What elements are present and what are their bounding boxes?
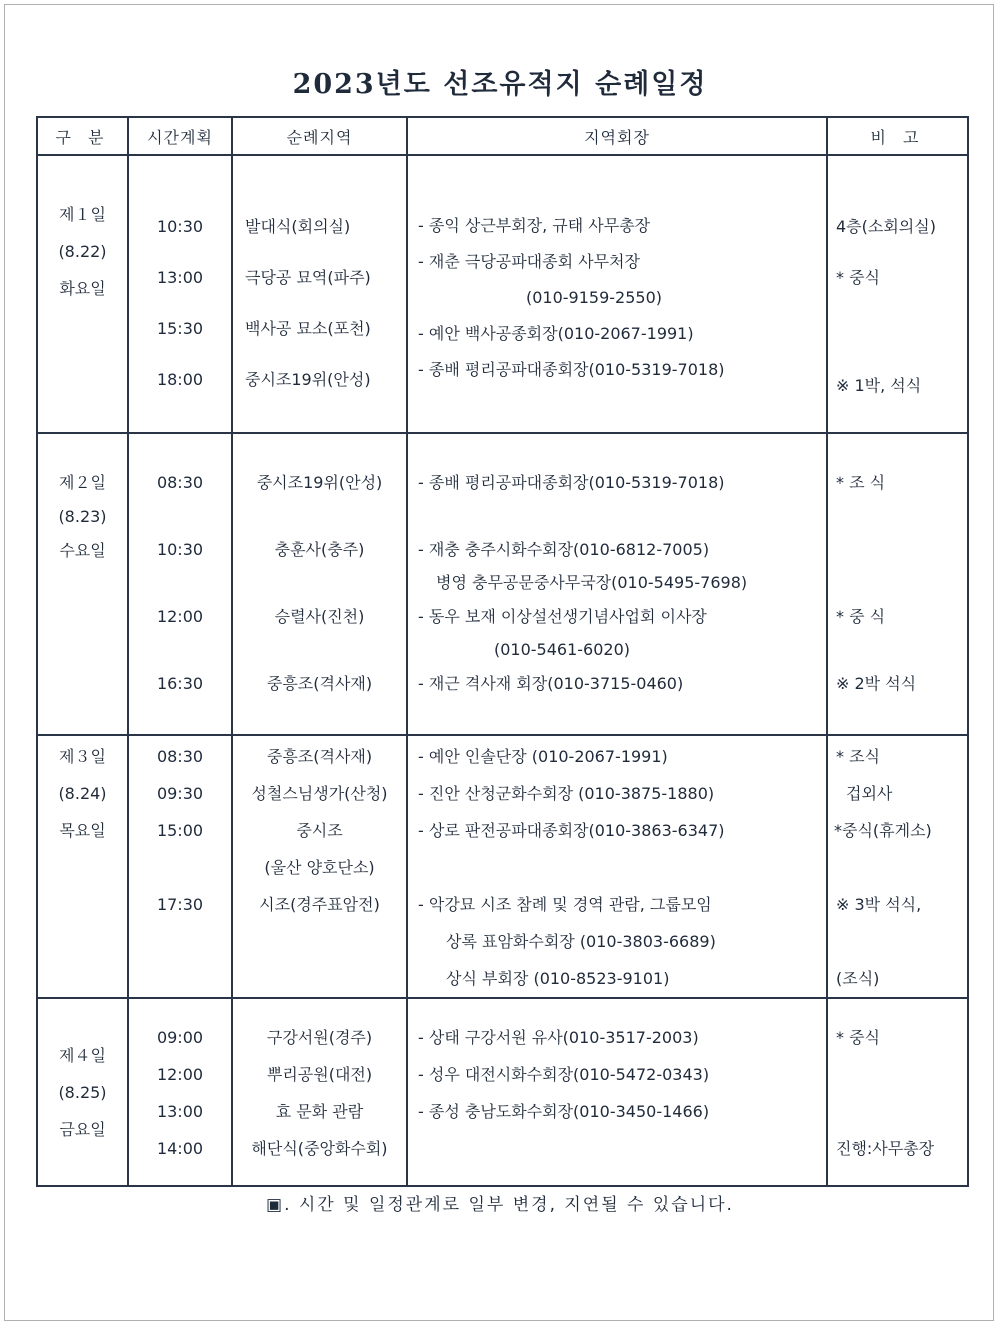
note-entry: * 중식 bbox=[836, 268, 880, 287]
time-entry: 12:00 bbox=[156, 607, 204, 626]
time-entry: 16:30 bbox=[156, 674, 204, 693]
note-entry bbox=[828, 1056, 967, 1093]
region-cell bbox=[407, 433, 827, 735]
place-cell bbox=[232, 998, 407, 1186]
place-entry: 해단식(중앙화수회) bbox=[251, 1139, 388, 1158]
region-entry: - 동우 보재 이상설선생기념사업회 이사장 bbox=[418, 607, 707, 626]
note-entry: 겁외사 bbox=[846, 784, 893, 803]
region-entry: - 악강묘 시조 참례 및 경역 관람, 그룹모임 bbox=[418, 895, 712, 914]
time-entry: 17:30 bbox=[156, 895, 204, 914]
day-label-cell bbox=[37, 433, 128, 735]
place-entry: 승렬사(진천) bbox=[274, 607, 365, 626]
day-number: 제１일 bbox=[59, 205, 106, 224]
note-entry: ※ 3박 석식, bbox=[836, 895, 922, 914]
note-entry: *중식(휴게소) bbox=[834, 821, 932, 840]
page-title: 2023년도 선조유적지 순례일정 bbox=[292, 69, 708, 100]
note-entry: ※ 2박 석식 bbox=[836, 674, 917, 693]
note-entry bbox=[828, 1093, 967, 1130]
time-entry: 14:00 bbox=[156, 1139, 204, 1158]
time-cell bbox=[128, 735, 232, 998]
time-cell bbox=[128, 998, 232, 1186]
note-entry bbox=[828, 849, 967, 886]
time-entry: 13:00 bbox=[156, 268, 204, 287]
place-cell bbox=[232, 735, 407, 998]
place-entry: 중시조19위(안성) bbox=[245, 370, 371, 389]
header-row bbox=[37, 117, 968, 155]
place-entry: 성철스님생가(산청) bbox=[251, 784, 388, 803]
day-date: (8.23) bbox=[58, 507, 107, 526]
time-entry: 12:00 bbox=[156, 1065, 204, 1084]
place-entry: (울산 양호단소) bbox=[264, 858, 375, 877]
time-entry: 13:00 bbox=[156, 1102, 204, 1121]
region-entry: - 종배 평리공파대종회장(010-5319-7018) bbox=[418, 473, 725, 492]
time-entry: 08:30 bbox=[156, 473, 204, 492]
time-entry: 18:00 bbox=[156, 370, 204, 389]
place-entry: 구강서원(경주) bbox=[266, 1028, 373, 1047]
time-cell bbox=[128, 155, 232, 433]
region-entry: 상식 부회장 (010-8523-9101) bbox=[446, 969, 670, 988]
note-entry: 4층(소회의실) bbox=[836, 217, 936, 236]
header-region: 지역회장 bbox=[407, 117, 827, 155]
place-entry: 중시조 bbox=[296, 821, 343, 840]
day-number: 제４일 bbox=[59, 1046, 106, 1065]
footer-note: ▣. 시간 및 일정관계로 일부 변경, 지연될 수 있습니다. bbox=[266, 1195, 734, 1215]
note-entry bbox=[828, 923, 967, 960]
place-entry: 중흥조(격사재) bbox=[266, 747, 373, 766]
note-cell bbox=[827, 998, 968, 1186]
header-note: 비 고 bbox=[827, 117, 968, 155]
region-entry: - 상태 구강서원 유사(010-3517-2003) bbox=[418, 1028, 699, 1047]
day-label-cell bbox=[37, 735, 128, 998]
region-cell bbox=[407, 735, 827, 998]
time-entry bbox=[129, 849, 231, 886]
note-entry: * 중 식 bbox=[836, 607, 886, 626]
place-cell bbox=[232, 155, 407, 433]
day-weekday: 화요일 bbox=[59, 279, 106, 298]
note-entry: * 조식 bbox=[836, 747, 880, 766]
note-entry: * 조 식 bbox=[836, 473, 886, 492]
region-cell bbox=[407, 155, 827, 433]
region-entry: (010-9159-2550) bbox=[526, 288, 663, 307]
day-row-4 bbox=[37, 998, 968, 1186]
place-entry: 중시조19위(안성) bbox=[256, 473, 383, 492]
time-cell bbox=[128, 433, 232, 735]
place-entry: 효 문화 관람 bbox=[275, 1102, 364, 1121]
region-entry: - 재충 충주시화수회장(010-6812-7005) bbox=[418, 540, 710, 559]
region-entry: - 상로 판전공파대종회장(010-3863-6347) bbox=[418, 821, 725, 840]
note-entry: * 중식 bbox=[836, 1028, 880, 1047]
place-entry: 발대식(회의실) bbox=[245, 217, 351, 236]
header-place: 순례지역 bbox=[232, 117, 407, 155]
header-time: 시간계획 bbox=[128, 117, 232, 155]
day-row-2 bbox=[37, 433, 968, 735]
place-entry: 충훈사(충주) bbox=[274, 540, 365, 559]
region-entry: - 종익 상근부회장, 규태 사무총장 bbox=[418, 216, 651, 235]
time-entry: 09:00 bbox=[156, 1028, 204, 1047]
day-label-cell bbox=[37, 155, 128, 433]
note-cell bbox=[827, 433, 968, 735]
region-entry: - 성우 대전시화수회장(010-5472-0343) bbox=[418, 1065, 710, 1084]
region-cell bbox=[407, 998, 827, 1186]
time-entry: 15:00 bbox=[156, 821, 204, 840]
place-entry: 중흥조(격사재) bbox=[266, 674, 373, 693]
note-cell bbox=[827, 735, 968, 998]
day-number: 제３일 bbox=[59, 747, 106, 766]
time-entry: 08:30 bbox=[156, 747, 204, 766]
region-entry: - 종배 평리공파대종회장(010-5319-7018) bbox=[418, 360, 725, 379]
region-entry: - 예안 백사공종회장(010-2067-1991) bbox=[418, 324, 694, 343]
note-cell bbox=[827, 155, 968, 433]
day-weekday: 수요일 bbox=[59, 541, 106, 560]
note-entry: (조식) bbox=[836, 969, 880, 988]
region-entry: - 재근 격사재 회장(010-3715-0460) bbox=[418, 674, 684, 693]
region-entry: 상록 표암화수회장 (010-3803-6689) bbox=[446, 932, 716, 951]
place-entry: 백사공 묘소(포천) bbox=[245, 319, 371, 338]
day-row-3 bbox=[37, 735, 968, 998]
note-entry: 진행:사무총장 bbox=[836, 1139, 935, 1158]
place-cell bbox=[232, 433, 407, 735]
time-entry: 10:30 bbox=[156, 540, 204, 559]
day-date: (8.25) bbox=[58, 1083, 107, 1102]
day-number: 제２일 bbox=[59, 473, 106, 492]
region-entry: - 진안 산청군화수회장 (010-3875-1880) bbox=[418, 784, 715, 803]
region-entry: - 재춘 극당공파대종회 사무처장 bbox=[418, 252, 640, 271]
place-entry: 뿌리공원(대전) bbox=[266, 1065, 373, 1084]
region-entry: 병영 충무공문중사무국장(010-5495-7698) bbox=[436, 573, 748, 592]
day-label-cell bbox=[37, 998, 128, 1186]
place-entry: 시조(경주표암전) bbox=[259, 895, 380, 914]
time-entry: 15:30 bbox=[156, 319, 204, 338]
region-entry: - 예안 인솔단장 (010-2067-1991) bbox=[418, 747, 668, 766]
region-entry bbox=[408, 849, 826, 886]
note-entry: ※ 1박, 석식 bbox=[836, 376, 922, 395]
day-row-1 bbox=[37, 155, 968, 433]
note-entry bbox=[828, 303, 967, 354]
time-entry: 10:30 bbox=[156, 217, 204, 236]
header-division: 구 분 bbox=[37, 117, 128, 155]
day-date: (8.22) bbox=[58, 242, 107, 261]
schedule-table bbox=[36, 116, 969, 1187]
place-entry: 극당공 묘역(파주) bbox=[245, 268, 371, 287]
day-date: (8.24) bbox=[58, 784, 107, 803]
region-entry: - 종성 충남도화수회장(010-3450-1466) bbox=[418, 1102, 710, 1121]
day-weekday: 금요일 bbox=[59, 1120, 106, 1139]
day-weekday: 목요일 bbox=[59, 821, 106, 840]
time-entry: 09:30 bbox=[156, 784, 204, 803]
region-entry: (010-5461-6020) bbox=[494, 640, 631, 659]
